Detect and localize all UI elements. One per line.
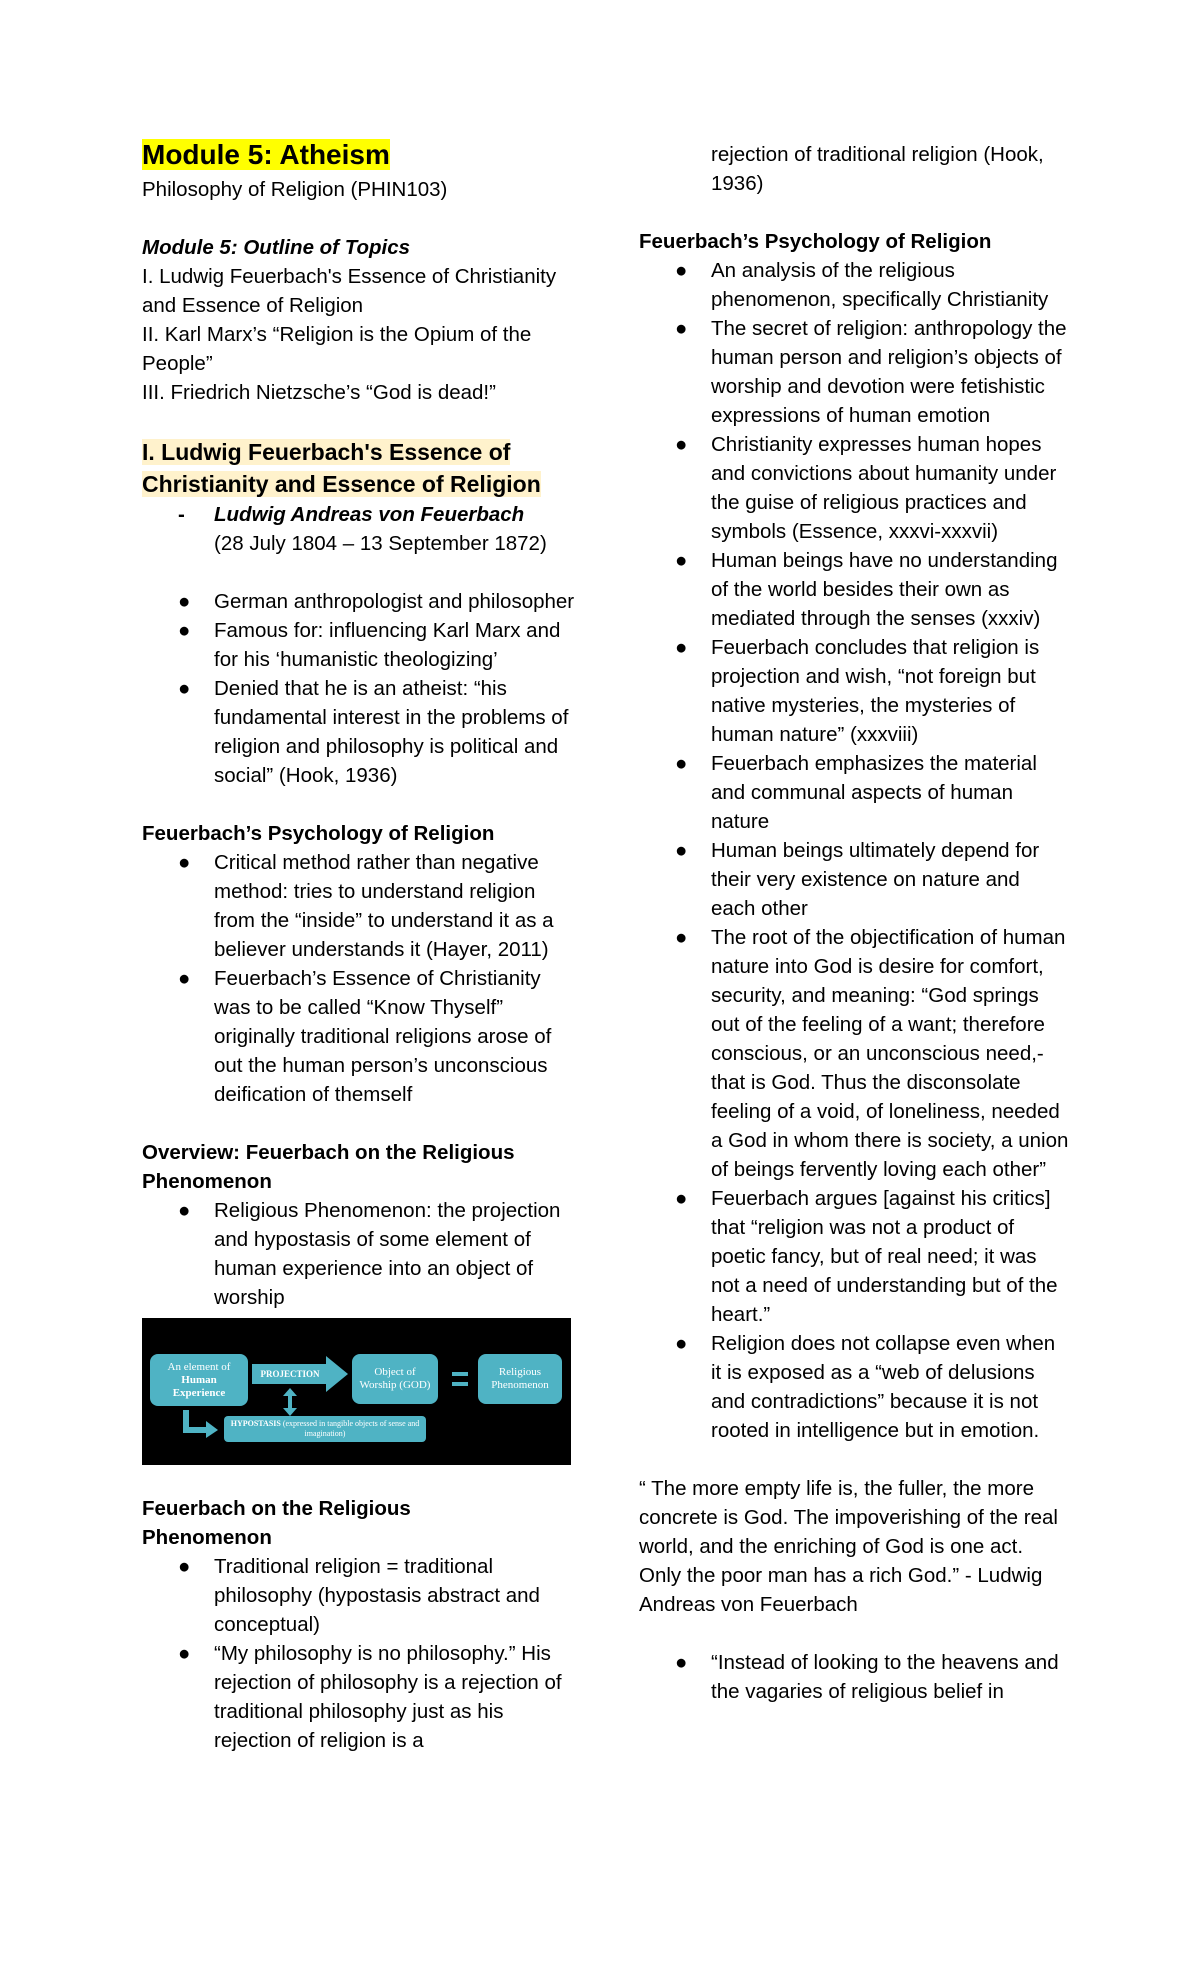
list-item: ● Denied that he is an atheist: “his fundamental interest in the problems of religion and philosophy is political and social” (Hook, 1936) (178, 677, 569, 787)
list-item: ● Critical method rather than negative method: tries to understand religion from the “inside” to understand it as a believer understands it (Hayer, 2011) (178, 851, 554, 961)
page-title: Module 5: Atheism (142, 139, 390, 170)
outline-item-2: II. Karl Marx’s “Religion is the Opium of the People” (142, 323, 532, 375)
list-item: ● The root of the objectification of human nature into God is desire for comfort, security, and meaning: “God springs out of the feeling of a want; therefore conscious, or an unconscious need,-that is God. Thus the disconsolate feeling of a void, of loneliness, needed a God in whom there is society, a union of beings fervently loving each other” (675, 926, 1069, 1181)
outline-item-1: I. Ludwig Feuerbach's Essence of Christianity and Essence of Religion (142, 265, 557, 317)
list-item: ● Human beings have no understanding of the world besides their own as mediated through the senses (xxxiv) (675, 549, 1058, 630)
outline-heading: Module 5: Outline of Topics (142, 236, 411, 259)
overview-heading: Overview: Feuerbach on the Religious Phenomenon (142, 1141, 515, 1193)
phenom-heading: Feuerbach on the Religious Phenomenon (142, 1497, 411, 1549)
religious-phenomenon-diagram (142, 1318, 571, 1465)
list-item: ● Christianity expresses human hopes and convictions about humanity under the guise of religious practices and symbols (Essence, xxxvi-xxxvii) (675, 433, 1057, 543)
vertical-double-arrow-icon (282, 1388, 298, 1416)
psych-bullet-list (142, 848, 582, 1109)
equals-bar-top (452, 1372, 468, 1376)
list-item: ● Traditional religion = traditional philosophy (hypostasis abstract and conceptual) (178, 1555, 540, 1636)
person-bullet-list (142, 587, 582, 790)
left-column (142, 137, 582, 1755)
continuation-text: rejection of traditional religion (Hook, 1936) (711, 143, 1044, 195)
projection-arrow: PROJECTION (252, 1364, 328, 1384)
list-item: ● “Instead of looking to the heavens and the vagaries of religious belief in (675, 1651, 1059, 1703)
list-item: ● “My philosophy is no philosophy.” His rejection of philosophy is a rejection of traditional philosophy just as his rejection of religion is a (178, 1642, 562, 1752)
outline-item-3: III. Friedrich Nietzsche’s “God is dead!” (142, 381, 496, 404)
list-item: ● German anthropologist and philosopher (178, 590, 575, 613)
psych-bullet-list-right (639, 256, 1069, 1445)
psych-heading-right: Feuerbach’s Psychology of Religion (639, 230, 992, 253)
religious-phenomenon-box: Religious Phenomenon (478, 1354, 562, 1404)
dash-marker: - (178, 503, 185, 526)
psych-heading: Feuerbach’s Psychology of Religion (142, 822, 495, 845)
overview-bullet-list (142, 1196, 582, 1312)
list-item: ● Religion does not collapse even when it is exposed as a “web of delusions and contradictions” because it is not rooted in intelligence but in emotion. (675, 1332, 1056, 1442)
section-heading: I. Ludwig Feuerbach's Essence of Christianity and Essence of Religion (142, 439, 541, 497)
last-bullet-list (639, 1648, 1069, 1706)
person-name: Ludwig Andreas von Feuerbach (214, 503, 525, 526)
list-item: ● Human beings ultimately depend for their very existence on nature and each other (675, 839, 1040, 920)
right-column (639, 140, 1069, 1706)
list-item: ● The secret of religion: anthropology the human person and religion’s objects of worship and devotion were fetishistic expressions of human emotion (675, 317, 1067, 427)
feuerbach-quote: “ The more empty life is, the fuller, the more concrete is God. The impoverishing of the real world, and the enriching of God is one act. Only the poor man has a rich God.” - Ludwig Andreas von Feuerbach (639, 1477, 1058, 1616)
list-item: ● Feuerbach argues [against his critics] that “religion was not a product of poetic fancy, but of real need; it was not a need of understanding but of the heart.” (675, 1187, 1058, 1326)
list-item: ● Famous for: influencing Karl Marx and for his ‘humanistic theologizing’ (178, 619, 561, 671)
list-item: ● Religious Phenomenon: the projection and hypostasis of some element of human experience into an object of worship (178, 1199, 561, 1309)
list-item: ● Feuerbach concludes that religion is projection and wish, “not foreign but native mysteries, the mysteries of human nature” (xxxviii) (675, 636, 1040, 746)
person-dates: (28 July 1804 – 13 September 1872) (214, 532, 547, 555)
list-item: ● Feuerbach’s Essence of Christianity was to be called “Know Thyself” originally traditional religions arose of out the human person’s unconscious deification of themself (178, 967, 552, 1106)
hypostasis-arrow-icon (182, 1410, 220, 1438)
object-of-worship-box: Object of Worship (GOD) (352, 1354, 438, 1404)
hypostasis-box: HYPOSTASIS (expressed in tangible objects of sense and imagination) (224, 1416, 426, 1442)
projection-arrowhead-icon (326, 1356, 348, 1392)
course-name: Philosophy of Religion (PHIN103) (142, 178, 448, 201)
phenom-bullet-list (142, 1552, 582, 1755)
list-item: ● An analysis of the religious phenomenon, specifically Christianity (675, 259, 1049, 311)
equals-bar-bottom (452, 1382, 468, 1386)
human-experience-box: An element of Human Experience (150, 1354, 248, 1406)
person-entry (142, 500, 582, 558)
list-item: ● Feuerbach emphasizes the material and communal aspects of human nature (675, 752, 1037, 833)
